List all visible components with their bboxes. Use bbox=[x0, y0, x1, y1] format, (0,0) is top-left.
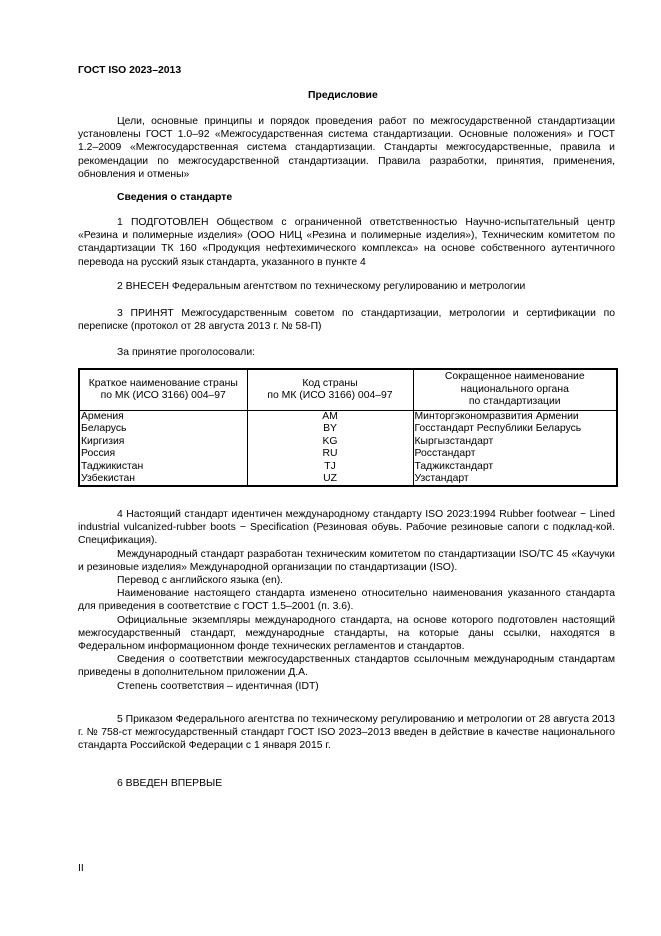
country-name: Узбекистан bbox=[79, 473, 247, 486]
item-4-section bbox=[78, 508, 615, 693]
foreword-title: Предисловие bbox=[308, 90, 378, 101]
country-name: Беларусь bbox=[79, 423, 247, 435]
country-code: KG bbox=[247, 436, 413, 448]
standards-body: Госстандарт Республики Беларусь bbox=[413, 423, 617, 435]
info-item-3: 3 ПРИНЯТ Межгосударственным советом по стандартизации, метрологии и сертификации по переписке (протокол от 28 августа 2013 г. № 58-П) bbox=[78, 308, 615, 333]
country-code: AM bbox=[247, 411, 413, 424]
country-name: Таджикистан bbox=[79, 461, 247, 473]
country-code: UZ bbox=[247, 473, 413, 486]
standards-body: Таджикстандарт bbox=[413, 461, 617, 473]
table-row bbox=[79, 473, 617, 486]
table-row bbox=[79, 411, 617, 424]
standards-body: Кыргызстандарт bbox=[413, 436, 617, 448]
item-4-conformity-info: Сведения о соответствии межгосударственных стандартов ссылочным международным стандартам приведены в дополнительном приложении Д.А. bbox=[78, 654, 615, 679]
item-4-intro: 4 Настоящий стандарт идентичен международному стандарту ISO 2023:1994 Rubber footwear − Lined industrial vulcanized-rubber boots − Specification (Резиновая обувь. Рабочие резиновые сапоги с подклад-кой. Спецификация). bbox=[78, 509, 615, 547]
standards-body: Росстандарт bbox=[413, 448, 617, 460]
item-4-committee: Международный стандарт разработан техническим комитетом по стандартизации ISO/TC 45 «Каучуки и резиновые изделия» Международной организации по стандартизации (ISO). bbox=[78, 548, 615, 573]
item-4-official-copies: Официальные экземпляры международного стандарта, на основе которого подготовлен настоящий межгосударственный стандарт, международные стандарты, на которые даны ссылки, находятся в Федеральном информационном фонде технических регламентов и стандартов. bbox=[78, 614, 615, 653]
standards-body: Минторгэкономразвития Армении bbox=[413, 411, 617, 424]
item-5: 5 Приказом Федерального агентства по техническому регулированию и метрологии от 28 августа 2013 г. № 758-ст межгосударственный стандарт ГОСТ ISO 2023–2013 введен в действие в качестве национального стандарта Российской Федерации с 1 января 2015 г. bbox=[78, 714, 615, 752]
info-item-2: 2 ВНЕСЕН Федеральным агентством по техническому регулированию и метрологии bbox=[117, 281, 526, 292]
country-code: TJ bbox=[247, 461, 413, 473]
table-header-country: Краткое наименование страны по МК (ИСО 3166) 004–97 bbox=[79, 369, 247, 411]
item-4-title-change: Наименование настоящего стандарта изменено относительно наименования указанного стандарта для приведения в соответствие с ГОСТ 1.5–2001 (п. 3.6). bbox=[78, 588, 615, 613]
info-item-1: 1 ПОДГОТОВЛЕН Обществом с ограниченной ответственностью Научно-испытательный центр «Резина и полимерные изделия» (ООО НИЦ «Резина и полимерные изделия»), Техническим комитетом по стандартизации ТК 160 «Продукция нефтехимического комплекса» на основе собственного аутентичного перевода на русский язык стандарта, указанного в пункте 4 bbox=[78, 217, 615, 268]
table-header-body: Сокращенное наименование национального органа по стандартизации bbox=[413, 369, 617, 411]
country-name: Армения bbox=[79, 411, 247, 424]
table-header-code: Код страны по МК (ИСО 3166) 004–97 bbox=[247, 369, 413, 411]
foreword-intro: Цели, основные принципы и порядок проведения работ по межгосударственной стандартизации установлены ГОСТ 1.0–92 «Межгосударственная система стандартизации. Основные положения» и ГОСТ 1.2–2009 «Межгосударственная система стандартизации. Стандарты межгосударственные, правила и рекомендации по межгосударственной стандартизации. Правила разработки, принятия, применения, обновления и отмены» bbox=[78, 116, 615, 180]
item-6: 6 ВВЕДЕН ВПЕРВЫЕ bbox=[117, 778, 223, 789]
voted-label: За принятие проголосовали: bbox=[117, 347, 256, 358]
doc-id-header: ГОСТ ISO 2023–2013 bbox=[78, 65, 182, 76]
country-code: RU bbox=[247, 448, 413, 460]
info-title: Сведения о стандарте bbox=[117, 192, 233, 203]
standards-body: Узстандарт bbox=[413, 473, 617, 486]
table-row bbox=[79, 461, 617, 473]
country-name: Киргизия bbox=[79, 436, 247, 448]
country-code: BY bbox=[247, 423, 413, 435]
country-name: Россия bbox=[79, 448, 247, 460]
item-4-translation: Перевод с английского языка (en). bbox=[117, 575, 284, 587]
table-row bbox=[79, 423, 617, 435]
item-4-degree: Степень соответствия – идентичная (IDT) bbox=[117, 680, 319, 692]
page-number: II bbox=[78, 863, 84, 874]
table-row bbox=[79, 436, 617, 448]
voting-table bbox=[78, 368, 618, 487]
table-row bbox=[79, 448, 617, 460]
